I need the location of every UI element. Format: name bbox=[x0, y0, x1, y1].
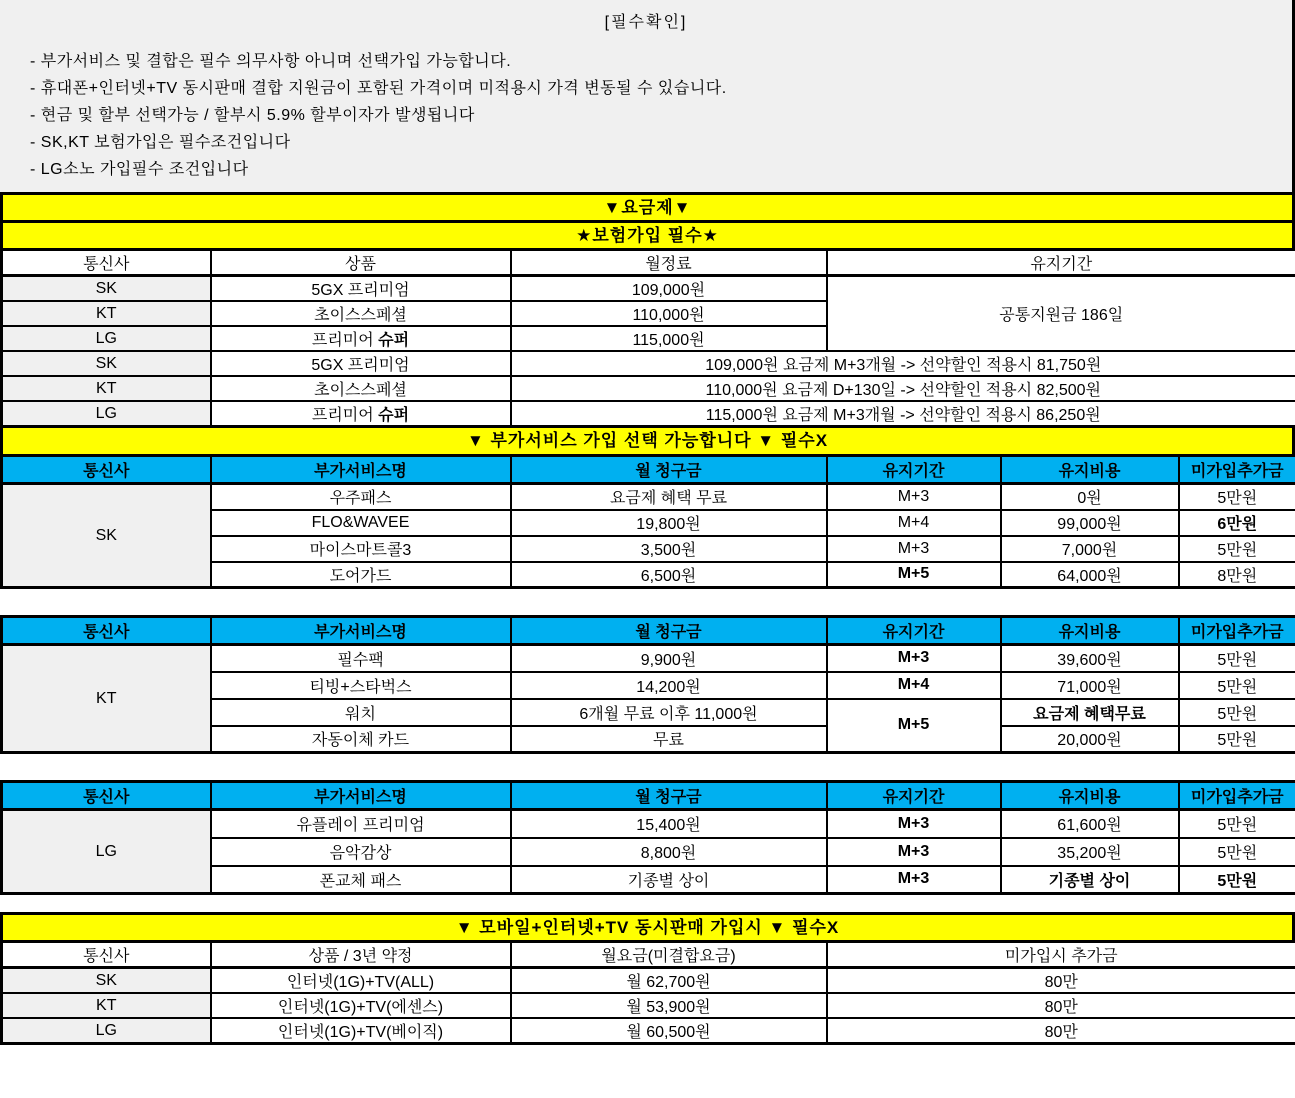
service-cell: 유플레이 프리미엄 bbox=[211, 810, 511, 838]
service-cell: 필수팩 bbox=[211, 645, 511, 672]
addon-table-sk bbox=[0, 454, 1295, 589]
col-header-cost: 유지비용 bbox=[1001, 617, 1179, 645]
addon-header-row bbox=[2, 617, 1295, 645]
cost-cell: 71,000원 bbox=[1001, 672, 1179, 699]
product-cell bbox=[211, 326, 511, 351]
period-cell: M+3 bbox=[827, 866, 1001, 894]
charge-cell: 19,800원 bbox=[511, 510, 827, 536]
extra-cell: 6만원 bbox=[1179, 510, 1295, 536]
product-cell: 초이스스페셜 bbox=[211, 301, 511, 326]
col-header-service: 부가서비스명 bbox=[211, 782, 511, 810]
cost-cell: 0원 bbox=[1001, 484, 1179, 510]
col-header-carrier: 통신사 bbox=[2, 250, 211, 276]
charge-cell: 3,500원 bbox=[511, 536, 827, 562]
discount-detail-cell: 115,000원 요금제 M+3개월 -> 선약할인 적용시 86,250원 bbox=[511, 401, 1295, 427]
discount-detail-cell: 109,000원 요금제 M+3개월 -> 선약할인 적용시 81,750원 bbox=[511, 351, 1295, 376]
col-header-fee: 월요금(미결합요금) bbox=[511, 942, 827, 968]
extra-cell: 5만원 bbox=[1179, 866, 1295, 894]
service-cell: 자동이체 카드 bbox=[211, 726, 511, 753]
notice-line: - LG소노 가입필수 조건입니다 bbox=[30, 161, 249, 178]
period-cell: M+3 bbox=[827, 536, 1001, 562]
plan-table bbox=[0, 248, 1295, 428]
plan-header-row bbox=[2, 250, 1295, 276]
notice-line: - 부가서비스 및 결합은 필수 의무사항 아니며 선택가입 가능합니다. bbox=[30, 53, 512, 70]
notice-line: - 현금 및 할부 선택가능 / 할부시 5.9% 할부이자가 발생됩니다 bbox=[30, 107, 475, 124]
extra-cell: 5만원 bbox=[1179, 484, 1295, 510]
charge-cell: 9,900원 bbox=[511, 645, 827, 672]
period-cell: M+5 bbox=[827, 699, 1001, 753]
period-cell: M+3 bbox=[827, 484, 1001, 510]
col-header-carrier: 통신사 bbox=[2, 782, 211, 810]
product-cell: 5GX 프리미엄 bbox=[211, 276, 511, 302]
period-cell: M+5 bbox=[827, 562, 1001, 588]
carrier-cell: SK bbox=[2, 968, 211, 994]
bundle-row-lg bbox=[2, 1018, 1295, 1044]
bundle-header-row bbox=[2, 942, 1295, 968]
col-header-fee: 월정료 bbox=[511, 250, 827, 276]
col-header-extra: 미가입추가금 bbox=[1179, 782, 1295, 810]
service-cell: 폰교체 패스 bbox=[211, 866, 511, 894]
cost-cell: 7,000원 bbox=[1001, 536, 1179, 562]
col-header-charge: 월 청구금 bbox=[511, 456, 827, 484]
carrier-cell: LG bbox=[2, 1018, 211, 1044]
carrier-cell: KT bbox=[2, 376, 211, 401]
banner-plan: ▼요금제▼ bbox=[0, 192, 1295, 223]
product-cell bbox=[211, 401, 511, 427]
product-text-bold: 슈퍼 bbox=[378, 407, 410, 424]
extra-cell: 5만원 bbox=[1179, 699, 1295, 726]
period-cell: M+3 bbox=[827, 810, 1001, 838]
bundle-row-kt bbox=[2, 993, 1295, 1018]
addon-table-kt bbox=[0, 615, 1295, 754]
plan-row-sk bbox=[2, 276, 1295, 302]
service-cell: 마이스마트콜3 bbox=[211, 536, 511, 562]
carrier-cell: KT bbox=[2, 301, 211, 326]
period-cell: M+3 bbox=[827, 838, 1001, 866]
addon-header-row bbox=[2, 782, 1295, 810]
bundle-table bbox=[0, 940, 1295, 1045]
charge-cell: 15,400원 bbox=[511, 810, 827, 838]
bundle-row-sk bbox=[2, 968, 1295, 994]
product-text: 프리미어 bbox=[311, 332, 379, 349]
product-cell: 인터넷(1G)+TV(ALL) bbox=[211, 968, 511, 994]
service-cell: FLO&WAVEE bbox=[211, 510, 511, 536]
carrier-cell: SK bbox=[2, 484, 211, 588]
notice-title: [필수확인] bbox=[604, 14, 688, 31]
service-cell: 우주패스 bbox=[211, 484, 511, 510]
fee-cell: 월 53,900원 bbox=[511, 993, 827, 1018]
carrier-cell: LG bbox=[2, 810, 211, 894]
extra-cell: 5만원 bbox=[1179, 726, 1295, 753]
col-header-period: 유지기간 bbox=[827, 456, 1001, 484]
notice-line: - 휴대폰+인터넷+TV 동시판매 결합 지원금이 포함된 가격이며 미적용시 가격 변동될 수 있습니다. bbox=[30, 80, 727, 97]
extra-cell: 80만 bbox=[827, 993, 1295, 1018]
charge-cell: 6,500원 bbox=[511, 562, 827, 588]
plan-promo-row-lg bbox=[2, 401, 1295, 427]
cost-cell: 35,200원 bbox=[1001, 838, 1179, 866]
charge-cell: 8,800원 bbox=[511, 838, 827, 866]
extra-cell: 5만원 bbox=[1179, 838, 1295, 866]
col-header-period: 유지기간 bbox=[827, 617, 1001, 645]
extra-cell: 5만원 bbox=[1179, 536, 1295, 562]
col-header-product: 상품 / 3년 약정 bbox=[211, 942, 511, 968]
service-cell: 음악감상 bbox=[211, 838, 511, 866]
product-cell: 5GX 프리미엄 bbox=[211, 351, 511, 376]
fee-cell: 110,000원 bbox=[511, 301, 827, 326]
banner-insurance: ★보험가입 필수★ bbox=[0, 220, 1295, 251]
col-header-retention: 유지기간 bbox=[827, 250, 1295, 276]
notice-line: - SK,KT 보험가입은 필수조건입니다 bbox=[30, 134, 291, 151]
col-header-charge: 월 청구금 bbox=[511, 782, 827, 810]
plan-promo-row-kt bbox=[2, 376, 1295, 401]
period-cell: M+4 bbox=[827, 672, 1001, 699]
fee-cell: 월 60,500원 bbox=[511, 1018, 827, 1044]
charge-cell: 14,200원 bbox=[511, 672, 827, 699]
product-cell: 인터넷(1G)+TV(베이직) bbox=[211, 1018, 511, 1044]
col-header-product: 상품 bbox=[211, 250, 511, 276]
charge-cell: 6개월 무료 이후 11,000원 bbox=[511, 699, 827, 726]
addon-header-row bbox=[2, 456, 1295, 484]
carrier-cell: KT bbox=[2, 993, 211, 1018]
product-cell: 초이스스페셜 bbox=[211, 376, 511, 401]
addon-row bbox=[2, 484, 1295, 510]
carrier-cell: SK bbox=[2, 276, 211, 302]
retention-note-cell: 공통지원금 186일 bbox=[827, 276, 1295, 352]
notice-section bbox=[0, 0, 1295, 192]
col-header-extra: 미가입추가금 bbox=[1179, 456, 1295, 484]
addon-table-lg bbox=[0, 780, 1295, 895]
extra-cell: 5만원 bbox=[1179, 672, 1295, 699]
col-header-charge: 월 청구금 bbox=[511, 617, 827, 645]
col-header-carrier: 통신사 bbox=[2, 456, 211, 484]
service-cell: 티빙+스타벅스 bbox=[211, 672, 511, 699]
col-header-carrier: 통신사 bbox=[2, 942, 211, 968]
extra-cell: 80만 bbox=[827, 968, 1295, 994]
fee-cell: 115,000원 bbox=[511, 326, 827, 351]
banner-bundle: ▼ 모바일+인터넷+TV 동시판매 가입시 ▼ 필수X bbox=[0, 912, 1295, 943]
service-cell: 워치 bbox=[211, 699, 511, 726]
service-cell: 도어가드 bbox=[211, 562, 511, 588]
cost-cell: 20,000원 bbox=[1001, 726, 1179, 753]
carrier-cell: LG bbox=[2, 401, 211, 427]
cost-cell: 39,600원 bbox=[1001, 645, 1179, 672]
col-header-cost: 유지비용 bbox=[1001, 782, 1179, 810]
cost-cell: 기종별 상이 bbox=[1001, 866, 1179, 894]
cost-cell: 요금제 혜택무료 bbox=[1001, 699, 1179, 726]
carrier-cell: LG bbox=[2, 326, 211, 351]
col-header-cost: 유지비용 bbox=[1001, 456, 1179, 484]
addon-row bbox=[2, 645, 1295, 672]
col-header-service: 부가서비스명 bbox=[211, 617, 511, 645]
extra-cell: 5만원 bbox=[1179, 645, 1295, 672]
col-header-service: 부가서비스명 bbox=[211, 456, 511, 484]
period-cell: M+3 bbox=[827, 645, 1001, 672]
fee-cell: 109,000원 bbox=[511, 276, 827, 302]
cost-cell: 64,000원 bbox=[1001, 562, 1179, 588]
extra-cell: 80만 bbox=[827, 1018, 1295, 1044]
charge-cell: 무료 bbox=[511, 726, 827, 753]
carrier-cell: SK bbox=[2, 351, 211, 376]
col-header-carrier: 통신사 bbox=[2, 617, 211, 645]
addon-row bbox=[2, 810, 1295, 838]
cost-cell: 99,000원 bbox=[1001, 510, 1179, 536]
banner-addon: ▼ 부가서비스 가입 선택 가능합니다 ▼ 필수X bbox=[0, 425, 1295, 457]
fee-cell: 월 62,700원 bbox=[511, 968, 827, 994]
charge-cell: 요금제 혜택 무료 bbox=[511, 484, 827, 510]
extra-cell: 8만원 bbox=[1179, 562, 1295, 588]
col-header-period: 유지기간 bbox=[827, 782, 1001, 810]
cost-cell: 61,600원 bbox=[1001, 810, 1179, 838]
col-header-extra: 미가입시 추가금 bbox=[827, 942, 1295, 968]
plan-promo-row-sk bbox=[2, 351, 1295, 376]
charge-cell: 기종별 상이 bbox=[511, 866, 827, 894]
carrier-cell: KT bbox=[2, 645, 211, 753]
product-text-bold: 슈퍼 bbox=[378, 332, 410, 349]
col-header-extra: 미가입추가금 bbox=[1179, 617, 1295, 645]
product-text: 프리미어 bbox=[311, 407, 379, 424]
product-cell: 인터넷(1G)+TV(에센스) bbox=[211, 993, 511, 1018]
period-cell: M+4 bbox=[827, 510, 1001, 536]
discount-detail-cell: 110,000원 요금제 D+130일 -> 선약할인 적용시 82,500원 bbox=[511, 376, 1295, 401]
extra-cell: 5만원 bbox=[1179, 810, 1295, 838]
